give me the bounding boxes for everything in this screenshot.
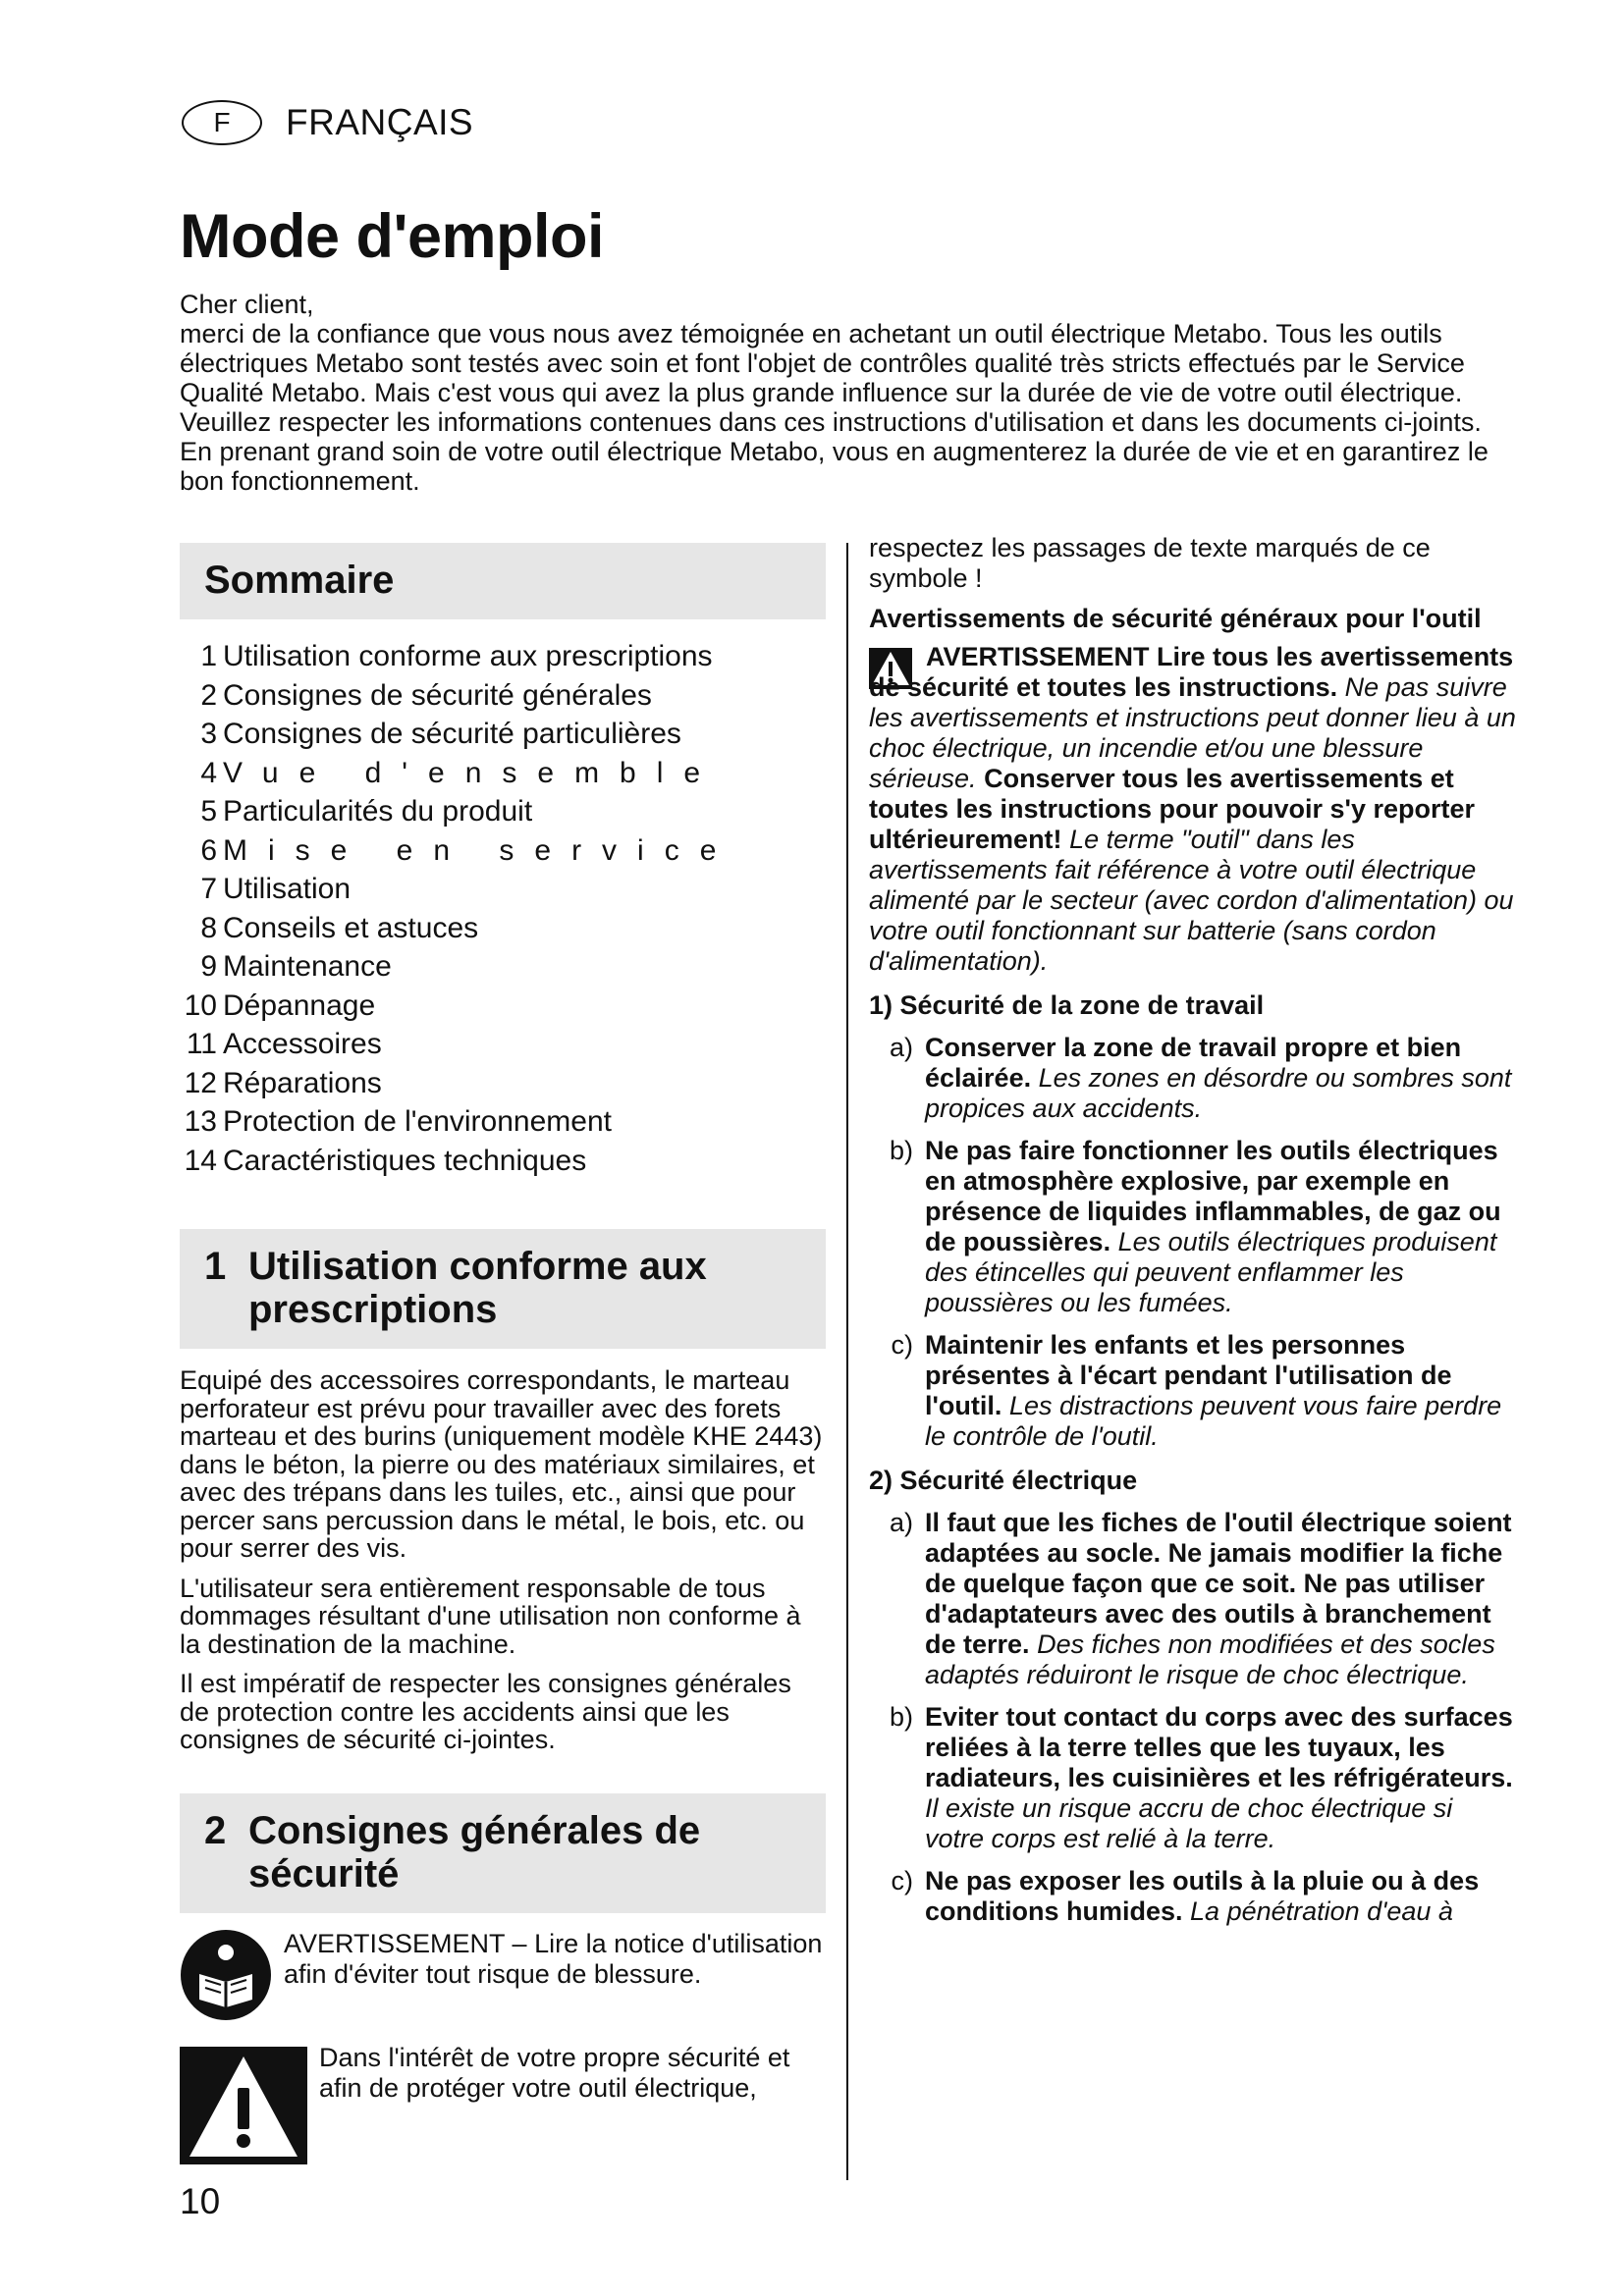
section-1-heading: 1 Utilisation conforme aux prescriptions <box>180 1229 826 1349</box>
toc-item: 9 Maintenance <box>200 950 392 983</box>
list-item: c) Maintenir les enfants et les personnes présentes à l'écart pendant l'utilisation de l'outil. Les distractions peuvent vous faire perdre le contrôle de l'outil. <box>891 1330 1502 1451</box>
paragraph: respectez les passages de texte marqués de ce symbole ! <box>869 533 1431 593</box>
toc-item: 13 Protection de l'environnement <box>184 1105 612 1138</box>
toc-item: 6 Mise en service <box>200 833 737 867</box>
paragraph: Il est impératif de respecter les consignes générales de protection contre les accidents ainsi que les consignes de sécurité ci-jointes. <box>180 1669 791 1754</box>
list-item: c) Ne pas exposer les outils à la pluie ou à des conditions humides. La pénétration d'eau à <box>891 1866 1480 1926</box>
toc-item: 2 Consignes de sécurité générales <box>200 678 652 712</box>
general-warnings-heading: Avertissements de sécurité généraux pour l'outil <box>869 604 1482 633</box>
toc-item: 1 Utilisation conforme aux prescriptions <box>200 640 713 672</box>
list-item: b) Ne pas faire fonctionner les outils électriques en atmosphère explosive, par exemple en présence de liquides inflammables, de gaz ou de poussières. Les outils électriques produisent des étincelles qui peuvent enflammer les poussières ou les fumées. <box>889 1136 1501 1317</box>
list-item: b) Eviter tout contact du corps avec des surfaces reliées à la terre telles que les tuyaux, les radiateurs, les cuisinières et les réfrigérateurs. Il existe un risque accru de choc électrique si votre corps est relié à la terre. <box>889 1702 1513 1853</box>
toc-item: 11 Accessoires <box>186 1028 382 1060</box>
warning-notice <box>180 2042 826 2164</box>
intro <box>180 290 1505 496</box>
read-manual-icon <box>180 1929 272 2021</box>
toc-item: 10 Dépannage <box>184 988 376 1022</box>
toc-item: 8 Conseils et astuces <box>200 911 479 944</box>
warning-triangle-icon <box>180 2047 307 2164</box>
toc-item: 3 Consignes de sécurité particulières <box>200 718 681 750</box>
toc-item: 14 Caractéristiques techniques <box>184 1144 587 1177</box>
intro-text: merci de la confiance que vous nous avez témoignée en achetant un outil électrique Metabo. Tous les outils électriques Metabo sont testés avec soin et font l'objet de contrôles qualité très stricts effectués par le Service Qualité Metabo. Mais c'est vous qui avez la plus grande influence sur la durée de vie de votre outil électrique. Veuillez respecter les informations contenues dans ces instructions d'utilisation et dans les documents ci-joints. En prenant grand soin de votre outil électrique Metabo, vous en augmenterez la durée de vie et en garantirez le bon fonctionnement. <box>180 319 1489 496</box>
read-manual-text: AVERTISSEMENT – Lire la notice d'utilisation afin d'éviter tout risque de blessure. <box>284 1928 823 1989</box>
language-code-badge: F <box>182 100 262 145</box>
general-warning-text: AVERTISSEMENT Lire tous les avertissements de sécurité et toutes les instructions. Ne pas suivre les avertissements et instructions peut donner lieu à un choc électrique, un incendie et/ou une blessure sérieuse. Conserver tous les avertissements et toutes les instructions pour pouvoir s'y reporter ultérieurement! Le terme "outil" dans les avertissements fait référence à votre outil électrique alimenté par le secteur (avec cordon d'alimentation) ou votre outil fonctionnant sur batterie (sans cordon d'alimentation). <box>869 642 1516 976</box>
list-item: a) Il faut que les fiches de l'outil électrique soient adaptées au socle. Ne jamais modifier la fiche de quelque façon que ce soit. Ne pas utiliser d'adaptateurs avec des outils à branchement de terre. Des fiches non modifiées et des socles adaptés réduiront le risque de choc électrique. <box>889 1508 1512 1689</box>
page-number: 10 <box>180 2181 221 2221</box>
table-of-contents <box>180 637 826 1180</box>
toc-item: 5 Particularités du produit <box>200 795 533 828</box>
right-column <box>869 533 1517 1927</box>
work-area-safety-heading: 1) Sécurité de la zone de travail <box>869 990 1265 1020</box>
intro-greeting: Cher client, <box>180 290 314 319</box>
toc-item: 7 Utilisation <box>200 873 352 905</box>
language-name: FRANÇAIS <box>286 102 474 142</box>
language-indicator <box>182 100 473 145</box>
electrical-safety-heading: 2) Sécurité électrique <box>869 1466 1138 1495</box>
paragraph: Equipé des accessoires correspondants, le marteau perforateur est prévu pour travailler avec des forets marteau et des burins (uniquement modèle KHE 2443) dans le béton, la pierre ou des matériaux similaires, et avec des trépans dans les tuiles, etc., ainsi que pour percer sans percussion dans le métal, le bois, etc. ou pour serrer des vis. <box>180 1365 823 1563</box>
paragraph: L'utilisateur sera entièrement responsable de tous dommages résultant d'une utilisation non conforme à la destination de la machine. <box>180 1573 801 1659</box>
toc-item: 4 Vue d'ensemble <box>200 756 722 789</box>
read-manual-notice <box>180 1929 826 2021</box>
toc-heading: Sommaire <box>180 543 826 619</box>
section-2-heading: 2 Consignes générales de sécurité <box>180 1793 826 1913</box>
page-title: Mode d'emploi <box>180 202 604 271</box>
list-item: a) Conserver la zone de travail propre et bien éclairée. Les zones en désordre ou sombres sont propices aux accidents. <box>889 1033 1512 1123</box>
left-column <box>180 543 826 2164</box>
column-divider <box>846 543 848 2180</box>
toc-item: 12 Réparations <box>184 1066 382 1099</box>
section-1-body <box>180 1366 826 1754</box>
warning-notice-text: Dans l'intérêt de votre propre sécurité et afin de protéger votre outil électrique, <box>319 2042 790 2103</box>
